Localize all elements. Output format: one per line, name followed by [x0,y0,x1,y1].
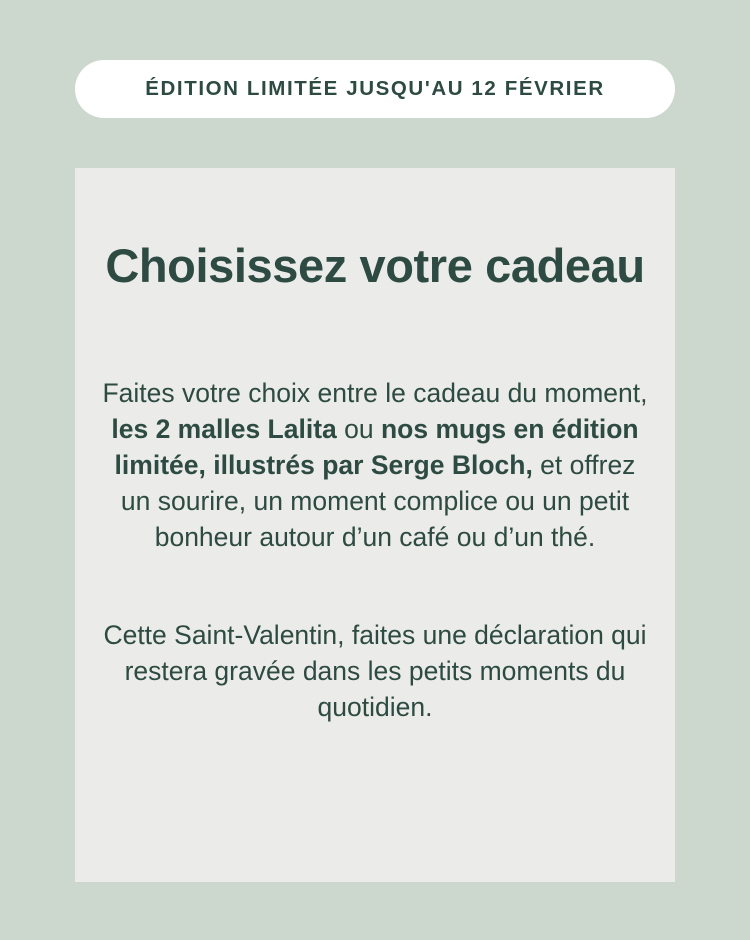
paragraph1-bold-mugs: nos mugs en édition limitée, illustrés par Serge Bloch, [114,413,639,480]
paragraph1-bold-malles: les 2 malles Lalita [111,413,337,444]
gift-choice-card [75,168,675,882]
description-paragraph-1 [97,292,653,555]
page-title: Choisissez votre cadeau [105,239,645,292]
limited-edition-banner [75,60,675,118]
paragraph1-text-part-2: ou [336,413,381,444]
description-paragraph-2: Cette Saint-Valentin, faites une déclaration qui restera gravée dans les petits moments du quotidien. [103,619,647,722]
paragraph1-text-part-1: Faites votre choix entre le cadeau du moment, [102,377,648,408]
paragraph1-text-part-3: et offrez un sourire, un moment complice ou un petit bonheur autour d’un café ou d’un thé. [120,449,636,552]
limited-edition-banner-label: ÉDITION LIMITÉE JUSQU'AU 12 FÉVRIER [145,77,605,100]
